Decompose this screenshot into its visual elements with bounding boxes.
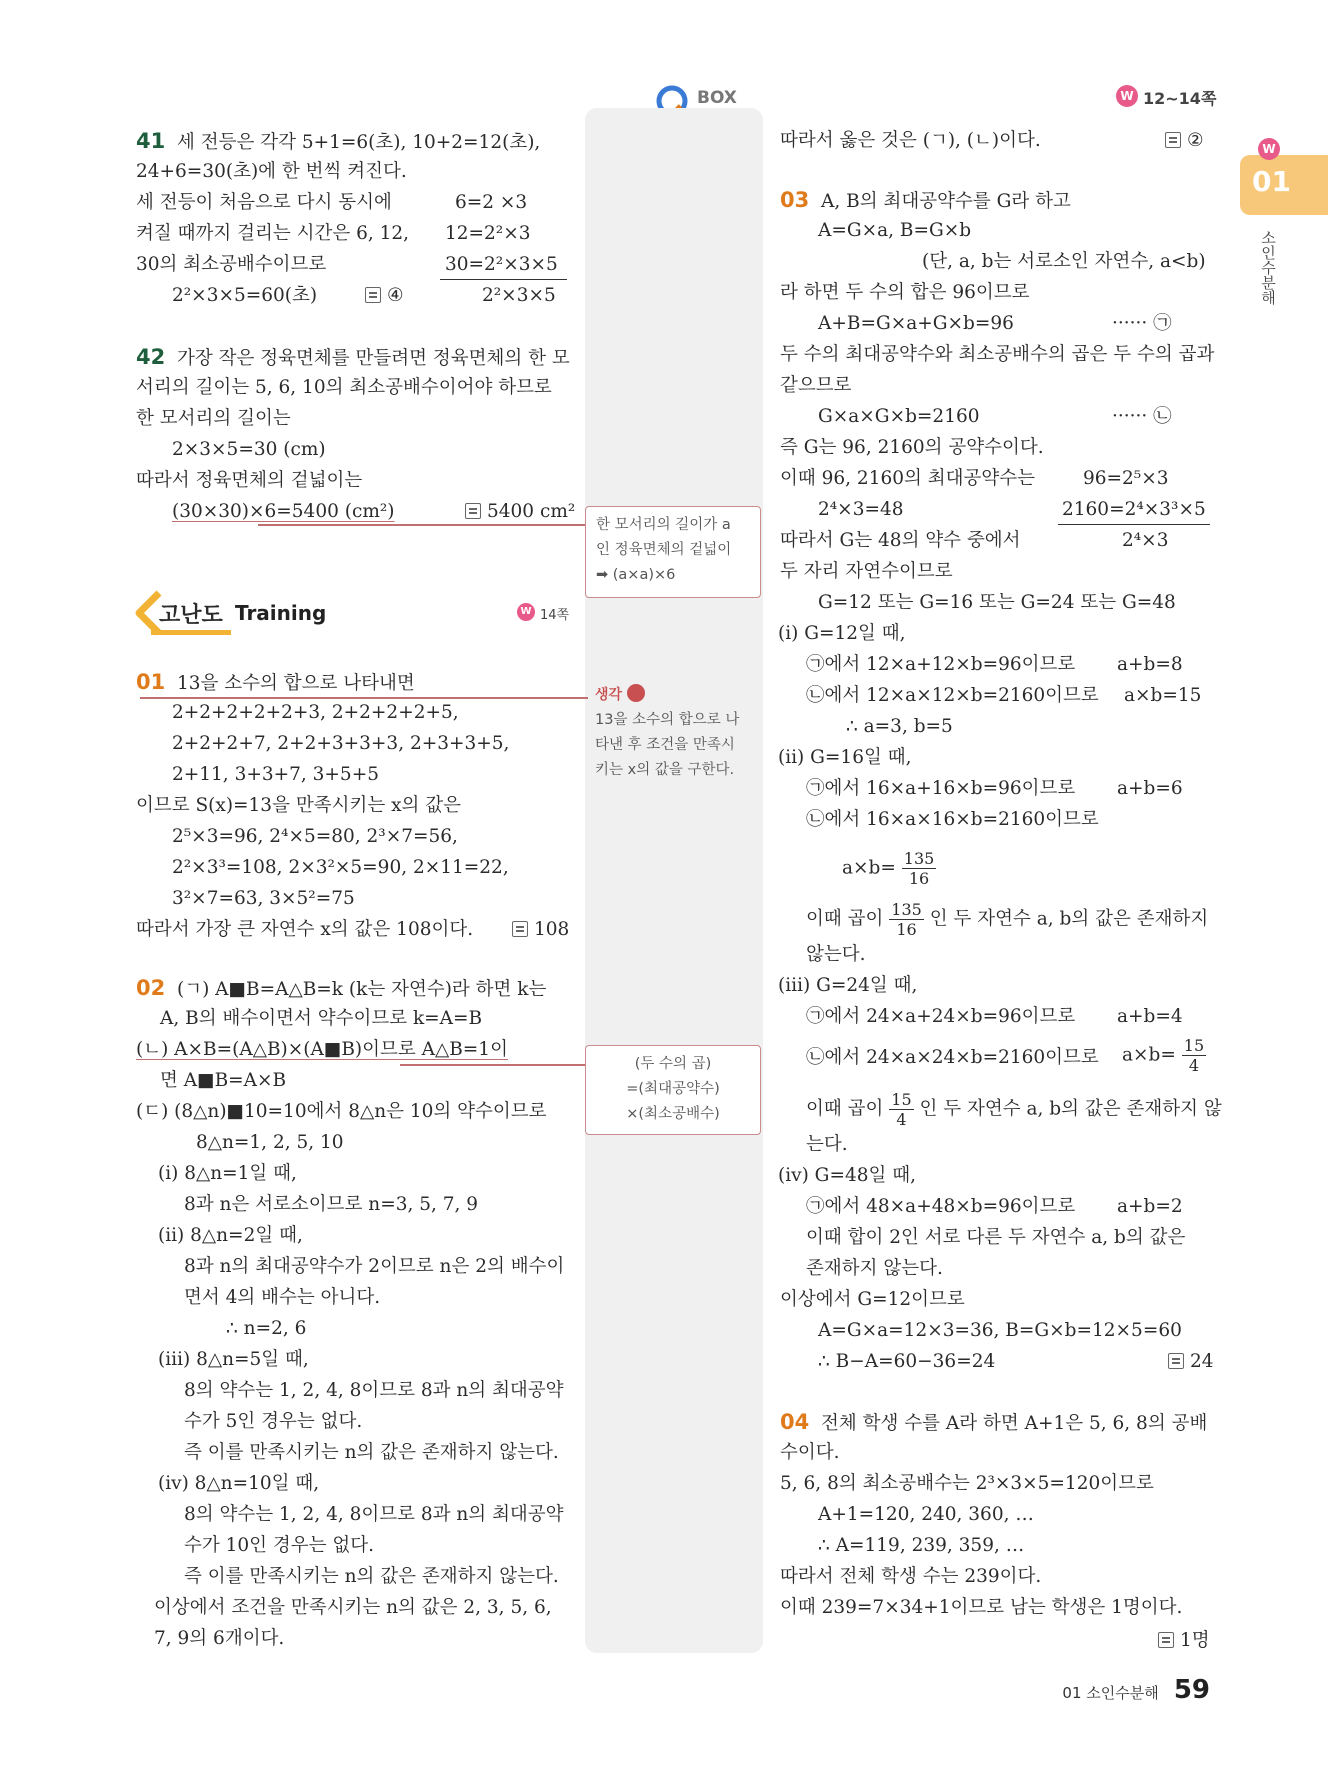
- text-line: 2×3×5=30 (cm): [172, 439, 326, 460]
- note-line: =(최대공약수): [626, 1081, 720, 1097]
- text-line: (ㄷ) (8△n)■10=10에서 8△n은 10의 약수이므로: [136, 1101, 547, 1122]
- text-line: 2²×3×5=60(초): [172, 285, 318, 306]
- note-line: (두 수의 곱): [634, 1056, 712, 1072]
- text-line: 두 수의 최대공약수와 최소공배수의 곱은 두 수의 곱과: [780, 344, 1215, 365]
- text-line: 따라서 옳은 것은 (ㄱ), (ㄴ)이다.: [780, 130, 1041, 151]
- answer: [465, 498, 575, 526]
- text-line: 같으므로: [780, 375, 852, 396]
- fraction-line: [1122, 1036, 1206, 1075]
- fraction-line: [806, 1090, 1222, 1129]
- problem-02-line: [136, 974, 546, 1004]
- answer: [365, 282, 404, 310]
- note-line: 한 모서리의 길이가 a: [596, 517, 731, 533]
- connector-line: [400, 1064, 585, 1066]
- text-line: ㉠에서 16×a+16×b=96이므로: [806, 778, 1076, 799]
- text-line: ∴ n=2, 6: [226, 1318, 307, 1339]
- text-line: A+B=G×a+G×b=96: [818, 313, 1014, 334]
- text-line: 8△n=1, 2, 5, 10: [196, 1132, 344, 1153]
- text-line: a+b=6: [1117, 778, 1183, 799]
- text-line: 한 모서리의 길이는: [136, 408, 291, 429]
- answer-value: 108: [534, 919, 570, 940]
- text-line: 24+6=30(초)에 한 번씩 켜진다.: [136, 161, 407, 182]
- text-line: G×a×G×b=2160: [818, 406, 980, 427]
- text-line: 8의 약수는 1, 2, 4, 8이므로 8과 n의 최대공약: [184, 1504, 564, 1525]
- text-line: 3²×7=63, 3×5²=75: [172, 888, 355, 909]
- text: 13을 소수의 합으로 나타내면: [177, 673, 415, 694]
- margin-column: [585, 108, 763, 1653]
- factor-result: 2⁴×3: [1122, 530, 1169, 551]
- problem-number: 02: [136, 976, 166, 1000]
- text-line: 이상에서 G=12이므로: [780, 1289, 965, 1310]
- note-line: 타낸 후 조건을 만족시: [595, 737, 735, 753]
- tab-w-icon: W: [1258, 138, 1280, 160]
- section-page-ref: 14쪽: [540, 608, 570, 623]
- fraction: [889, 1090, 913, 1129]
- text-line: 따라서 G는 48의 약수 중에서: [780, 530, 1021, 551]
- fraction: [889, 900, 924, 939]
- text-line: 않는다.: [806, 944, 866, 965]
- text-line: A+1=120, 240, 360, …: [818, 1504, 1034, 1525]
- text-line: 세 전등이 처음으로 다시 동시에: [136, 192, 392, 213]
- text-line: 8의 약수는 1, 2, 4, 8이므로 8과 n의 최대공약: [184, 1380, 564, 1401]
- text-line: 면 A■B=A×B: [160, 1070, 287, 1091]
- text-line: 두 자리 자연수이므로: [780, 561, 953, 582]
- text-line: 서리의 길이는 5, 6, 10의 최소공배수이어야 하므로: [136, 377, 552, 398]
- answer: [1165, 127, 1204, 155]
- text-line: A, B의 배수이면서 약수이므로 k=A=B: [160, 1008, 483, 1029]
- text: 가장 작은 정육면체를 만들려면 정육면체의 한 모: [177, 348, 570, 369]
- denominator: 16: [896, 920, 917, 939]
- text-line: [136, 1036, 508, 1064]
- answer-value: 24: [1190, 1351, 1214, 1372]
- text: 세 전등은 각각 5+1=6(초), 10+2=12(초),: [177, 132, 541, 153]
- text-line: 이때 합이 2인 서로 다른 두 자연수 a, b의 값은: [806, 1227, 1186, 1248]
- text: a×b=: [842, 857, 896, 879]
- numerator: 15: [1183, 1036, 1205, 1055]
- numerator: 135: [903, 849, 935, 868]
- text-line: [172, 498, 395, 526]
- denominator: 16: [908, 869, 930, 888]
- text-line: 수가 10인 경우는 없다.: [184, 1535, 375, 1556]
- text-line: (단, a, b는 서로소인 자연수, a<b): [922, 251, 1206, 272]
- text-line: 8과 n의 최대공약수가 2이므로 n은 2의 배수이: [184, 1256, 565, 1277]
- section-title-kor: 고난도: [159, 603, 223, 628]
- text-line: ㉠에서 48×a+48×b=96이므로: [806, 1196, 1076, 1217]
- section-title-eng: Training: [235, 601, 327, 625]
- problem-number: 01: [136, 670, 166, 694]
- text-line: A=G×a=12×3=36, B=G×b=12×5=60: [818, 1320, 1182, 1341]
- numerator: 135: [891, 900, 922, 919]
- text: 인 두 자연수 a, b의 값은 존재하지 않: [919, 1098, 1222, 1120]
- section-underline: [151, 630, 231, 635]
- answer-value: 5400 cm²: [487, 501, 576, 522]
- page-number: 59: [1173, 1675, 1210, 1705]
- answer-icon: [1165, 132, 1181, 148]
- text-line: 2⁵×3=96, 2⁴×5=80, 2³×7=56,: [172, 826, 458, 847]
- think-text: 생각: [595, 687, 623, 703]
- text: 이때 곱이: [806, 1098, 884, 1120]
- note-line: ➡ (a×a)×6: [596, 567, 676, 583]
- w-badge-icon: W: [517, 603, 535, 621]
- text: A, B의 최대공약수를 G라 하고: [821, 191, 1071, 212]
- text: 이때 곱이: [806, 908, 884, 930]
- text-line: 즉 G는 96, 2160의 공약수이다.: [780, 437, 1044, 458]
- fraction-line: [842, 849, 936, 888]
- answer-value: ②: [1187, 130, 1204, 151]
- text-line: G=12 또는 G=16 또는 G=24 또는 G=48: [818, 592, 1176, 613]
- think-label: [595, 684, 645, 704]
- text-line: ㉠에서 24×a+24×b=96이므로: [806, 1006, 1076, 1027]
- text-line: 7, 9의 6개이다.: [154, 1628, 285, 1649]
- problem-41-line: [136, 127, 540, 157]
- note-line: 13을 소수의 합으로 나: [595, 712, 740, 728]
- text-line: 2+2+2+7, 2+2+3+3+3, 2+3+3+5,: [172, 733, 510, 754]
- problem-42-line: [136, 343, 570, 373]
- text-line: (ⅲ) G=24일 때,: [778, 975, 918, 996]
- answer: [1158, 1627, 1210, 1655]
- problem-01-line: [136, 668, 415, 698]
- w-badge-icon: W: [1116, 85, 1138, 107]
- note-line: 인 정육면체의 겉넓이: [596, 542, 732, 558]
- text-line: a+b=2: [1117, 1196, 1183, 1217]
- answer-icon: [1168, 1353, 1184, 1369]
- factor-line: 96=2⁵×3: [1083, 468, 1169, 489]
- denominator: 4: [1188, 1056, 1200, 1075]
- text-line: 2+11, 3+3+7, 3+5+5: [172, 764, 379, 785]
- text-line: (ⅱ) G=16일 때,: [778, 747, 912, 768]
- denominator: 4: [896, 1110, 907, 1129]
- text-line: 따라서 전체 학생 수는 239이다.: [780, 1566, 1042, 1587]
- answer-value: 1명: [1180, 1630, 1210, 1651]
- text-line: 즉 이를 만족시키는 n의 값은 존재하지 않는다.: [184, 1442, 559, 1463]
- text: a×b=: [1122, 1044, 1176, 1066]
- factor-rule: [440, 279, 567, 280]
- text-line: 면서 4의 배수는 아니다.: [184, 1287, 381, 1308]
- problem-number: 41: [136, 129, 166, 153]
- note-line: 키는 x의 값을 구한다.: [595, 762, 735, 778]
- text-line: 이므로 S(x)=13을 만족시키는 x의 값은: [136, 795, 461, 816]
- text: 인 두 자연수 a, b의 값은 존재하지: [929, 908, 1209, 930]
- fraction: [1182, 1036, 1206, 1075]
- factor-line: 12=2²×3: [445, 223, 531, 244]
- text: (ㄱ) A■B=A△B=k (k는 자연수)라 하면 k는: [177, 979, 547, 1000]
- think-note: [595, 708, 739, 783]
- text-line: (ⅱ) 8△n=2일 때,: [158, 1225, 303, 1246]
- text-line: (ⅰ) G=12일 때,: [778, 623, 906, 644]
- answer: [512, 916, 569, 944]
- text-line: 이때 96, 2160의 최대공약수는: [780, 468, 1035, 489]
- text-line: a×b=15: [1124, 685, 1202, 706]
- text-line: ㉡에서 16×a×16×b=2160이므로: [806, 809, 1099, 830]
- text-line: (ⅳ) 8△n=10일 때,: [158, 1473, 320, 1494]
- text-line: ∴ A=119, 239, 359, …: [818, 1535, 1025, 1556]
- equation-marker: ······ ㉡: [1112, 406, 1172, 427]
- margin-note-cube: [585, 506, 761, 598]
- text-line: 8과 n은 서로소이므로 n=3, 5, 7, 9: [184, 1194, 479, 1215]
- problem-number: 03: [780, 188, 810, 212]
- text-line: A=G×a, B=G×b: [818, 220, 972, 241]
- lightbulb-icon: [627, 684, 645, 702]
- factor-result: 2²×3×5: [482, 285, 556, 306]
- text-line: (ⅲ) 8△n=5일 때,: [158, 1349, 309, 1370]
- problem-number: 42: [136, 345, 166, 369]
- text-line: (ⅰ) 8△n=1일 때,: [158, 1163, 297, 1184]
- text-line: 존재하지 않는다.: [806, 1258, 943, 1279]
- text-line: 는다.: [806, 1134, 848, 1155]
- underlined-formula: (30×30)×6=5400 (cm²): [172, 501, 395, 522]
- tab-number: 01: [1252, 165, 1291, 198]
- answer-value: ④: [387, 285, 404, 306]
- text-line: 이때 239=7×34+1이므로 남는 학생은 1명이다.: [780, 1597, 1183, 1618]
- text-line: 라 하면 두 수의 합은 96이므로: [780, 282, 1030, 303]
- text-line: 수이다.: [780, 1442, 840, 1463]
- text: 전체 학생 수를 A라 하면 A+1은 5, 6, 8의 공배: [821, 1413, 1208, 1434]
- box-label: BOX: [697, 88, 737, 108]
- problem-03-line: [780, 186, 1071, 216]
- text-line: a+b=4: [1117, 1006, 1183, 1027]
- text-line: 수가 5인 경우는 없다.: [184, 1411, 363, 1432]
- text-line: 켜질 때까지 걸리는 시간은 6, 12,: [136, 223, 410, 244]
- equation-marker: ······ ㉠: [1112, 313, 1172, 334]
- answer-icon: [1158, 1632, 1174, 1648]
- factor-line: 30=2²×3×5: [445, 254, 558, 275]
- answer: [1168, 1348, 1214, 1376]
- answer-icon: [465, 503, 481, 519]
- margin-note-product: [585, 1045, 761, 1135]
- text-line: a+b=8: [1117, 654, 1183, 675]
- text-line: ∴ B−A=60−36=24: [818, 1351, 996, 1372]
- text-line: 2²×3³=108, 2×3²×5=90, 2×11=22,: [172, 857, 509, 878]
- problem-04-line: [780, 1408, 1207, 1438]
- text-line: 즉 이를 만족시키는 n의 값은 존재하지 않는다.: [184, 1566, 559, 1587]
- text-line: 2⁴×3=48: [818, 499, 904, 520]
- tab-label: 소인수분해: [1259, 230, 1277, 305]
- page-footer: [1062, 1675, 1210, 1705]
- text-line: ㉡에서 12×a×12×b=2160이므로: [806, 685, 1099, 706]
- numerator: 15: [891, 1090, 912, 1109]
- text-line: 2+2+2+2+2+3, 2+2+2+2+5,: [172, 702, 459, 723]
- problem-number: 04: [780, 1410, 810, 1434]
- text-line: 따라서 가장 큰 자연수 x의 값은 108이다.: [136, 919, 474, 940]
- text-line: 30의 최소공배수이므로: [136, 254, 327, 275]
- footer-chapter: 01 소인수분해: [1062, 1684, 1159, 1702]
- answer-icon: [512, 921, 528, 937]
- fraction: [902, 849, 937, 888]
- factor-line: 2160=2⁴×3³×5: [1062, 499, 1206, 520]
- text-line: 따라서 정육면체의 겉넓이는: [136, 470, 363, 491]
- fraction-line: [806, 900, 1208, 939]
- header-page-ref: 12~14쪽: [1143, 89, 1217, 108]
- text-line: ㉠에서 12×a+12×b=96이므로: [806, 654, 1076, 675]
- text-line: ㉡에서 24×a×24×b=2160이므로: [806, 1047, 1099, 1068]
- text-line: 5, 6, 8의 최소공배수는 2³×3×5=120이므로: [780, 1473, 1154, 1494]
- answer-icon: [365, 287, 381, 303]
- factor-line: 6=2 ×3: [455, 192, 528, 213]
- underlined-text: (ㄴ) A×B=(A△B)×(A■B)이므로 A△B=1이: [136, 1039, 508, 1060]
- text-line: 이상에서 조건을 만족시키는 n의 값은 2, 3, 5, 6,: [154, 1597, 552, 1618]
- note-line: ×(최소공배수): [626, 1106, 720, 1122]
- factor-rule: [1058, 524, 1210, 525]
- text-line: ∴ a=3, b=5: [846, 716, 953, 737]
- text-line: (ⅳ) G=48일 때,: [778, 1165, 917, 1186]
